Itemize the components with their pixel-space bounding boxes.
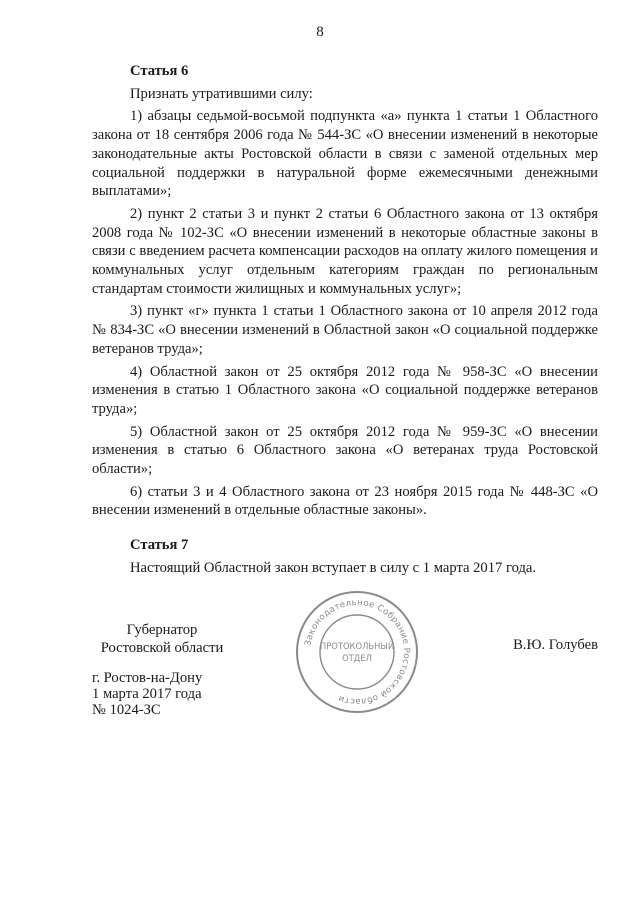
article-6 (92, 62, 598, 520)
article-6-heading: Статья 6 (130, 63, 189, 79)
seal-outer-ring (297, 592, 417, 712)
signatory-name: В.Ю. Голубев (513, 637, 598, 653)
article-6-item-4: 4) Областной закон от 25 октября 2012 года № 958-ЗС «О внесении изменения в статью 1 Областного закона «О социальной поддержке ветеранов труда»; (92, 363, 598, 417)
place-and-date (92, 670, 202, 718)
signatory-position-line-1: Губернатор (126, 622, 198, 638)
official-seal-stamp (294, 589, 420, 715)
seal-ring-text: Законодательное Собрание Ростовской области (303, 597, 412, 707)
signatory-position (92, 621, 232, 657)
signatory-position-line-2: Ростовской области (100, 640, 224, 656)
law-number: № 1024-ЗС (92, 702, 161, 718)
article-6-item-6: 6) статьи 3 и 4 Областного закона от 23 ноября 2015 года № 448-ЗС «О внесении изменений в отдельные областные законы». (92, 483, 598, 519)
article-6-item-5: 5) Областной закон от 25 октября 2012 года № 959-ЗС «О внесении изменения в статью 6 Областного закона «О ветеранах труда Ростовской области»; (92, 423, 598, 478)
article-6-item-3: 3) пункт «г» пункта 1 статьи 1 Областного закона от 10 апреля 2012 года № 834-ЗС «О внесении изменений в Областной закон «О социальной поддержке ветеранов труда»; (92, 303, 598, 357)
article-6-intro: Признать утратившими силу: (130, 85, 313, 102)
page-number: 8 (316, 24, 324, 40)
document-body (92, 62, 598, 582)
signing-date: 1 марта 2017 года (92, 686, 202, 702)
article-6-item-2: 2) пункт 2 статьи 3 и пункт 2 статьи 6 Областного закона от 13 октября 2008 года № 102-ЗС «О внесении изменений в некоторые областные законы в связи с введением расчета компенсации расходов на оплату жилого помещения и коммунальных услуг отдельным категориям граждан по региональным стандартам стоимости жилищных и коммунальных услуг»; (92, 205, 598, 297)
article-7 (92, 536, 598, 577)
article-7-heading: Статья 7 (130, 537, 189, 554)
signing-city: г. Ростов-на-Дону (92, 670, 203, 686)
seal-center-line-1: ПРОТОКОЛЬНЫЙ (319, 641, 395, 651)
seal-inner-ring (320, 615, 394, 689)
seal-center-line-2: ОТДЕЛ (342, 653, 372, 663)
article-7-text: Настоящий Областной закон вступает в силу с 1 марта 2017 года. (130, 559, 537, 576)
article-6-item-1: 1) абзацы седьмой-восьмой подпункта «а» пункта 1 статьи 1 Областного закона от 18 сентября 2006 года № 544-ЗС «О внесении изменений в некоторые законодательные акты Ростовской области в связи с заменой отдельных мер социальной поддержки в натуральной форме ежемесячными денежными выплатами»; (92, 108, 598, 200)
